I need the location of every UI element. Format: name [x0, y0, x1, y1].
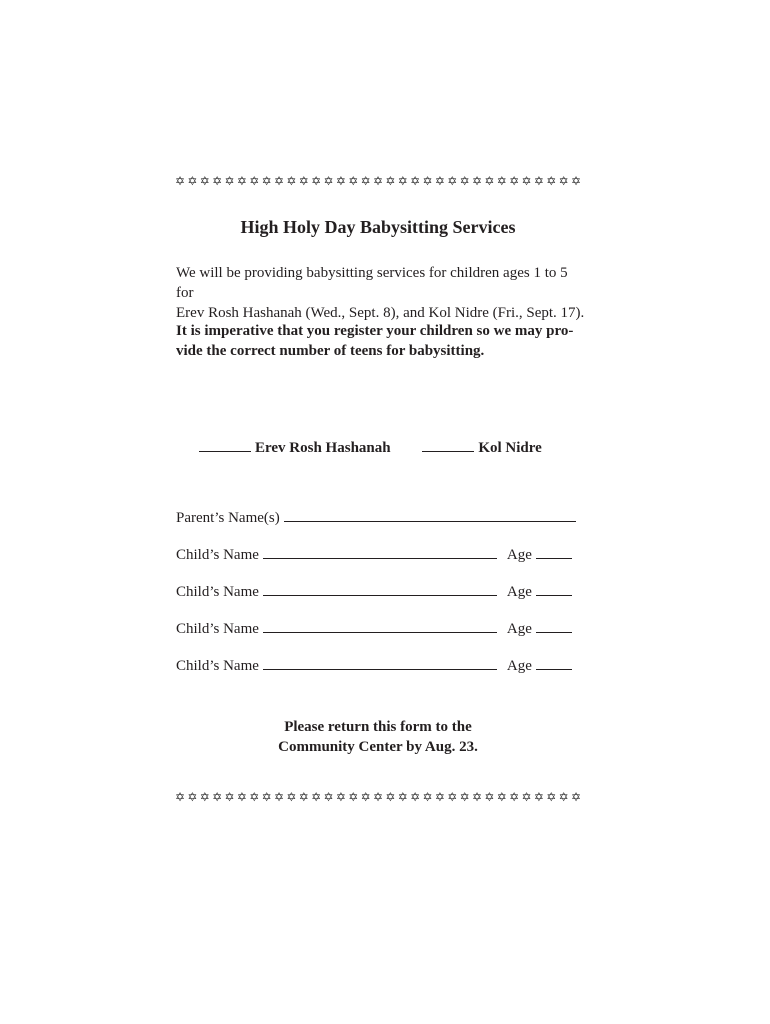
star-of-david-icon: ✡ — [348, 174, 359, 188]
star-of-david-icon: ✡ — [459, 174, 470, 188]
child-row-3 — [176, 618, 572, 639]
age-line[interactable] — [536, 544, 572, 559]
parent-name-field — [176, 507, 576, 528]
star-border-top — [174, 173, 582, 189]
star-of-david-icon: ✡ — [533, 790, 544, 804]
star-of-david-icon: ✡ — [447, 790, 458, 804]
star-of-david-icon: ✡ — [298, 174, 309, 188]
star-of-david-icon: ✡ — [570, 174, 582, 188]
star-of-david-icon: ✡ — [323, 790, 334, 804]
star-of-david-icon: ✡ — [558, 174, 569, 188]
star-of-david-icon: ✡ — [558, 790, 569, 804]
age-label: Age — [506, 621, 532, 637]
star-of-david-icon: ✡ — [323, 174, 334, 188]
star-of-david-icon: ✡ — [521, 790, 532, 804]
important-line-1: It is imperative that you register your children so we may pro- — [176, 323, 574, 339]
star-of-david-icon: ✡ — [385, 174, 396, 188]
age-line[interactable] — [536, 581, 572, 596]
star-of-david-icon: ✡ — [410, 174, 421, 188]
star-of-david-icon: ✡ — [471, 174, 483, 188]
child-row-4 — [176, 655, 572, 676]
option-blank[interactable] — [199, 437, 251, 452]
star-of-david-icon: ✡ — [360, 790, 371, 804]
star-of-david-icon: ✡ — [249, 790, 260, 804]
star-of-david-icon: ✡ — [212, 174, 223, 188]
star-of-david-icon: ✡ — [471, 790, 483, 804]
star-of-david-icon: ✡ — [397, 174, 408, 188]
age-line[interactable] — [536, 618, 572, 633]
star-of-david-icon: ✡ — [496, 790, 507, 804]
intro-line-1: We will be providing babysitting services for children ages 1 to 5 for — [176, 265, 568, 301]
child-name-label: Child’s Name — [176, 658, 259, 674]
option-erev-rosh-hashanah[interactable] — [199, 437, 391, 458]
return-line-2: Community Center by Aug. 23. — [278, 739, 478, 755]
option-label: Erev Rosh Hashanah — [255, 440, 391, 456]
star-of-david-icon: ✡ — [199, 174, 210, 188]
star-of-david-icon: ✡ — [410, 790, 421, 804]
option-blank[interactable] — [422, 437, 474, 452]
form-title-text: High Holy Day Babysitting Services — [240, 217, 516, 237]
star-border-bottom — [174, 789, 582, 805]
star-of-david-icon: ✡ — [335, 174, 346, 188]
star-of-david-icon: ✡ — [212, 790, 223, 804]
child-name-line[interactable] — [263, 655, 497, 670]
star-of-david-icon: ✡ — [385, 790, 396, 804]
star-of-david-icon: ✡ — [447, 174, 458, 188]
star-of-david-icon: ✡ — [570, 790, 582, 804]
return-line-1: Please return this form to the — [284, 719, 472, 735]
star-of-david-icon: ✡ — [509, 174, 520, 188]
star-of-david-icon: ✡ — [422, 790, 433, 804]
star-of-david-icon: ✡ — [187, 174, 198, 188]
return-instructions — [0, 717, 770, 757]
star-of-david-icon: ✡ — [249, 174, 260, 188]
star-of-david-icon: ✡ — [174, 174, 186, 188]
child-name-line[interactable] — [263, 544, 497, 559]
star-of-david-icon: ✡ — [311, 790, 322, 804]
star-of-david-icon: ✡ — [261, 174, 272, 188]
parent-name-line[interactable] — [284, 507, 576, 522]
star-of-david-icon: ✡ — [496, 174, 507, 188]
child-name-line[interactable] — [263, 618, 497, 633]
star-of-david-icon: ✡ — [286, 790, 297, 804]
star-of-david-icon: ✡ — [224, 174, 235, 188]
option-kol-nidre[interactable] — [422, 437, 541, 458]
star-of-david-icon: ✡ — [224, 790, 235, 804]
star-of-david-icon: ✡ — [484, 790, 495, 804]
star-of-david-icon: ✡ — [422, 174, 433, 188]
star-of-david-icon: ✡ — [397, 790, 408, 804]
star-of-david-icon: ✡ — [509, 790, 520, 804]
star-of-david-icon: ✡ — [286, 174, 297, 188]
child-name-label: Child’s Name — [176, 584, 259, 600]
star-of-david-icon: ✡ — [521, 174, 532, 188]
important-notice — [176, 321, 586, 361]
important-line-2: vide the correct number of teens for babysitting. — [176, 343, 485, 359]
star-of-david-icon: ✡ — [236, 790, 247, 804]
star-of-david-icon: ✡ — [533, 174, 544, 188]
star-of-david-icon: ✡ — [174, 790, 186, 804]
intro-paragraph — [176, 263, 586, 323]
star-of-david-icon: ✡ — [372, 790, 384, 804]
star-of-david-icon: ✡ — [311, 174, 322, 188]
child-row-2 — [176, 581, 572, 602]
child-row-1 — [176, 544, 572, 565]
star-of-david-icon: ✡ — [348, 790, 359, 804]
age-label: Age — [506, 584, 532, 600]
child-name-label: Child’s Name — [176, 547, 259, 563]
star-of-david-icon: ✡ — [273, 790, 285, 804]
star-of-david-icon: ✡ — [372, 174, 384, 188]
star-of-david-icon: ✡ — [434, 174, 445, 188]
star-of-david-icon: ✡ — [236, 174, 247, 188]
age-label: Age — [506, 658, 532, 674]
intro-line-2: Erev Rosh Hashanah (Wed., Sept. 8), and Kol Nidre (Fri., Sept. 17). — [176, 305, 585, 321]
star-of-david-icon: ✡ — [261, 790, 272, 804]
child-name-line[interactable] — [263, 581, 497, 596]
age-label: Age — [506, 547, 532, 563]
star-of-david-icon: ✡ — [459, 790, 470, 804]
child-name-label: Child’s Name — [176, 621, 259, 637]
star-of-david-icon: ✡ — [335, 790, 346, 804]
star-of-david-icon: ✡ — [360, 174, 371, 188]
service-options — [199, 437, 542, 458]
star-of-david-icon: ✡ — [273, 174, 285, 188]
age-line[interactable] — [536, 655, 572, 670]
star-of-david-icon: ✡ — [187, 790, 198, 804]
form-title — [0, 215, 770, 239]
parent-name-label: Parent’s Name(s) — [176, 510, 280, 526]
star-of-david-icon: ✡ — [199, 790, 210, 804]
star-of-david-icon: ✡ — [546, 174, 557, 188]
star-of-david-icon: ✡ — [484, 174, 495, 188]
option-label: Kol Nidre — [478, 440, 542, 456]
star-of-david-icon: ✡ — [434, 790, 445, 804]
star-of-david-icon: ✡ — [298, 790, 309, 804]
star-of-david-icon: ✡ — [546, 790, 557, 804]
